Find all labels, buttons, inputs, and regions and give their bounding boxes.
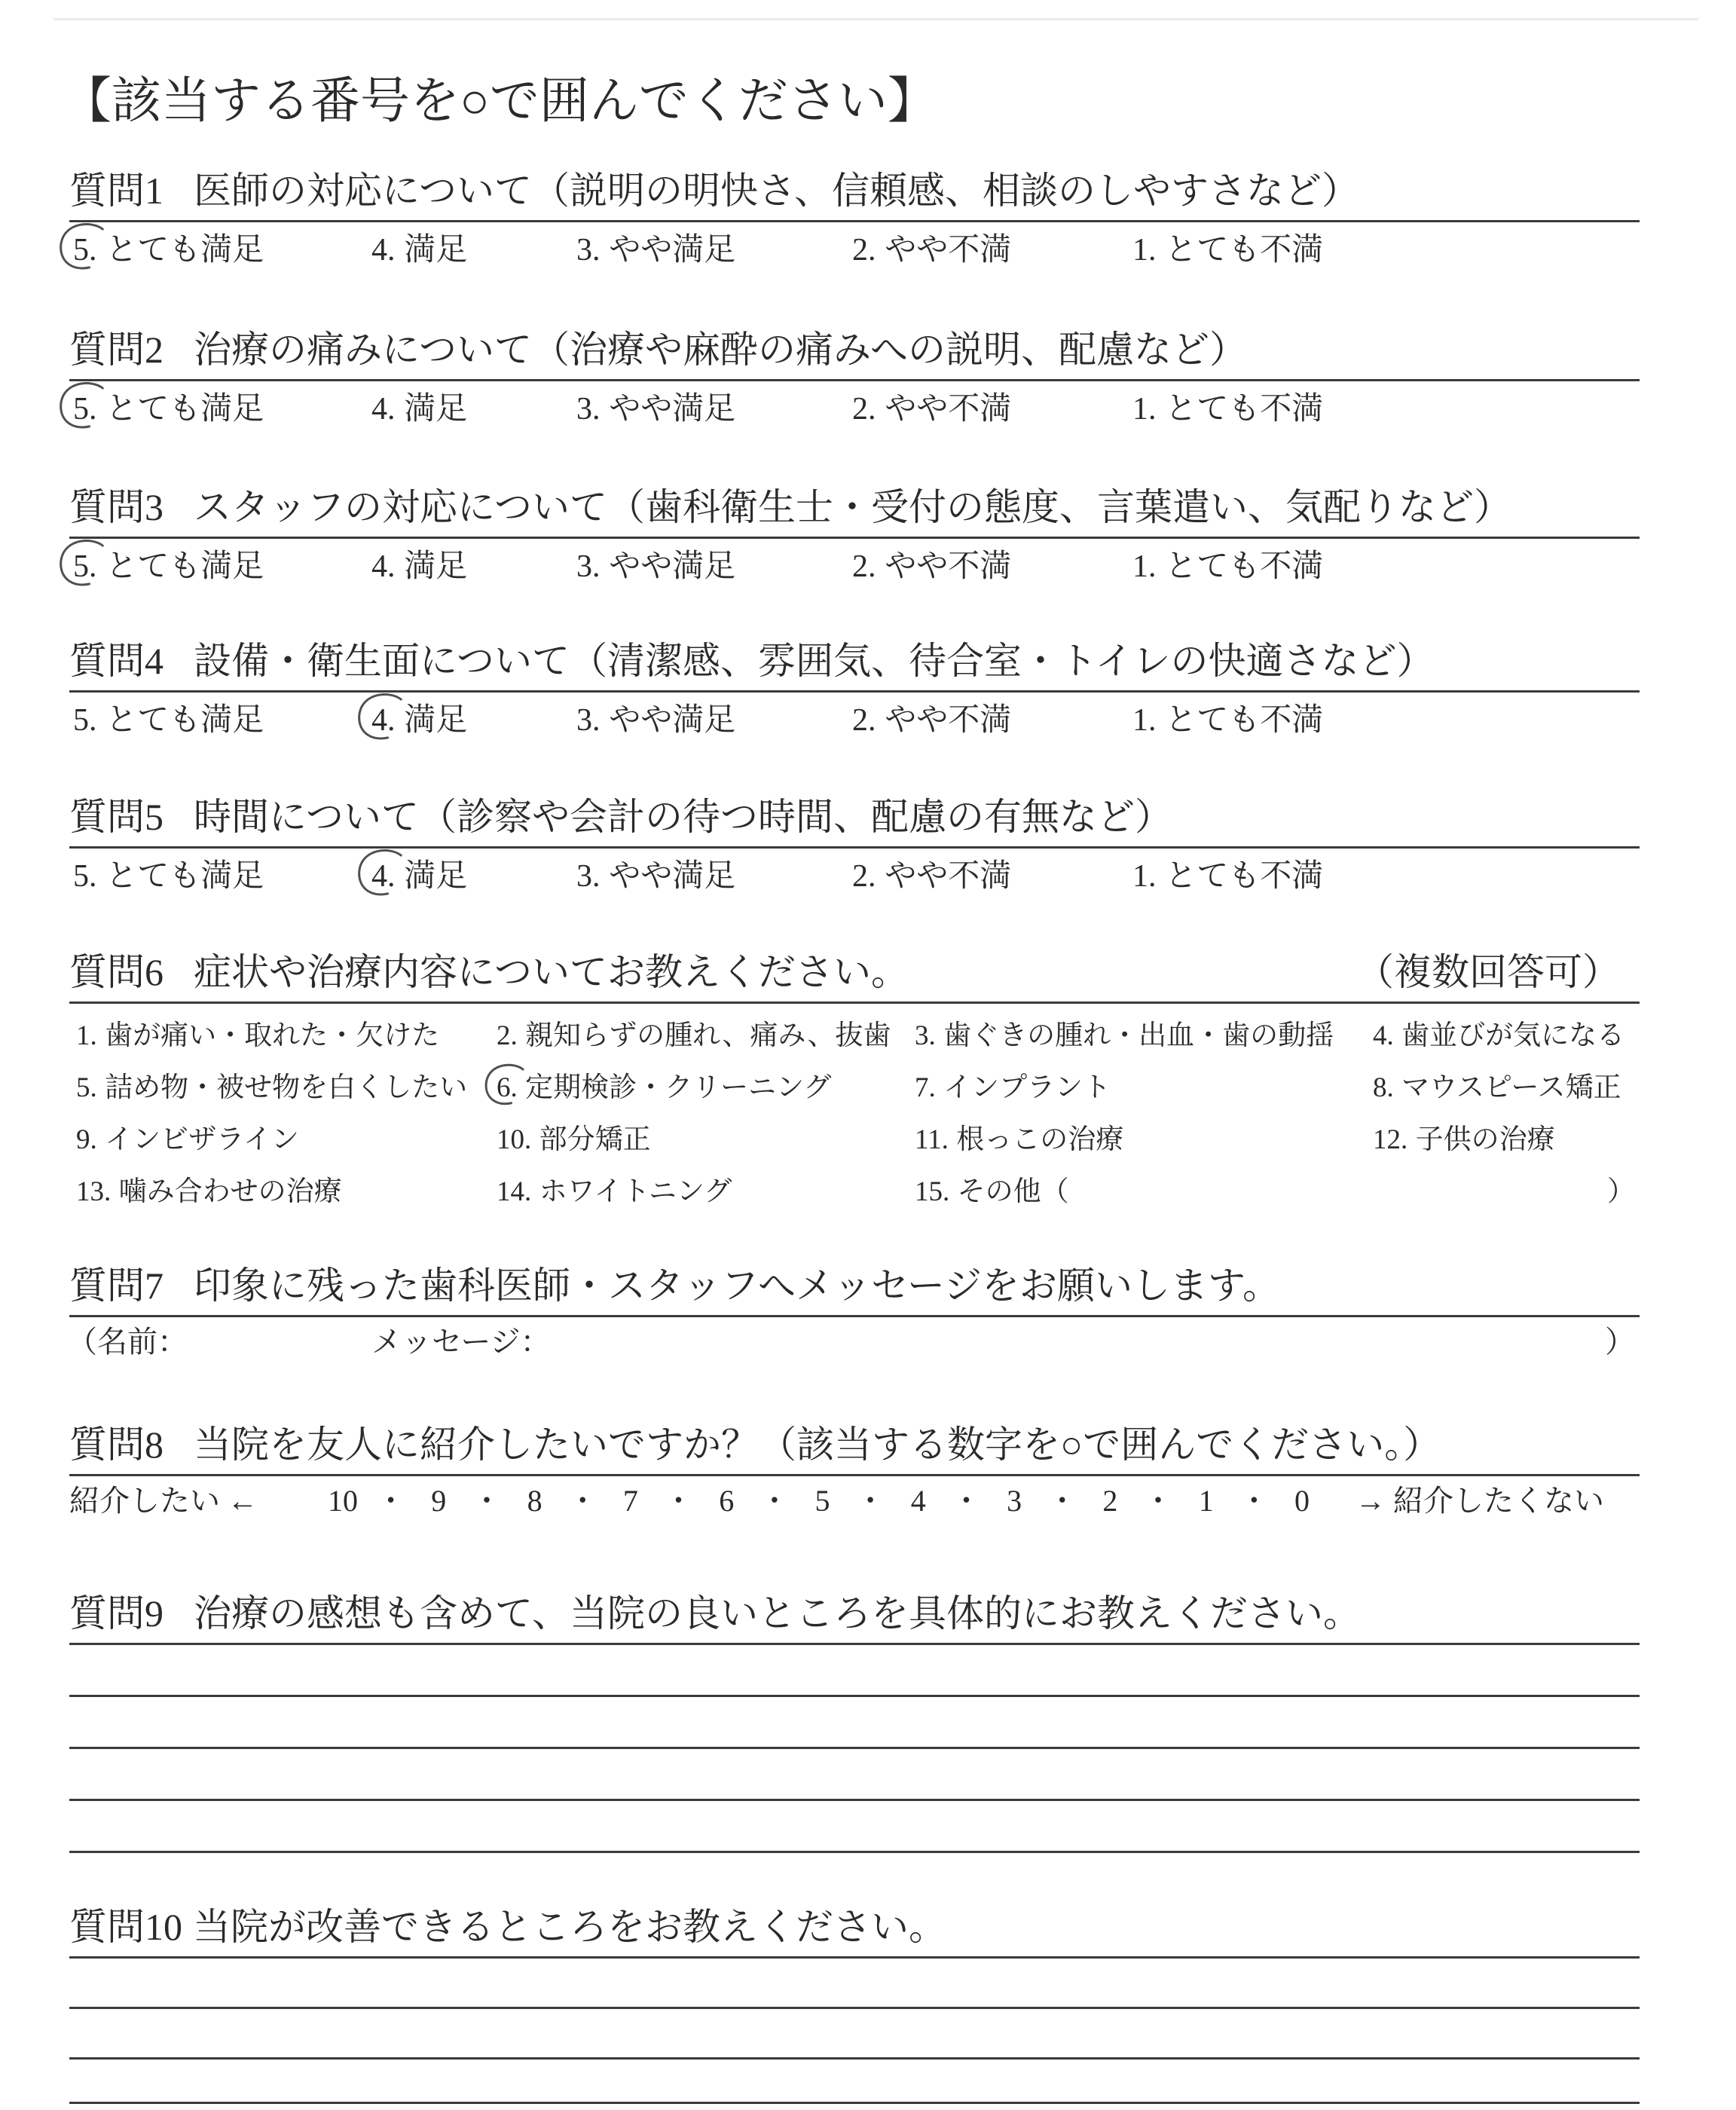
writing-line bbox=[69, 2007, 1640, 2009]
scale-value: 3 bbox=[1007, 1484, 1022, 1518]
pencil-stroke bbox=[61, 384, 103, 427]
scale-separator: ・ bbox=[567, 1484, 598, 1518]
option-label: やや不満 bbox=[885, 703, 1012, 738]
option-label: やや不満 bbox=[885, 549, 1012, 584]
option-label: とても不満 bbox=[1165, 392, 1324, 427]
question-heading bbox=[69, 638, 1435, 683]
rating-option-5 bbox=[73, 858, 264, 895]
item-label: マウスピース矯正 bbox=[1401, 1072, 1621, 1103]
option-label: やや満足 bbox=[609, 233, 736, 268]
scale-value: 1 bbox=[1198, 1484, 1214, 1518]
question-text: スタッフの対応について（歯科衛生士・受付の態度、言葉遣い、気配りなど） bbox=[194, 486, 1511, 528]
question-text: 医師の対応について（説明の明快さ、信頼感、相談のしやすさなど） bbox=[194, 170, 1359, 212]
item-number: 6. bbox=[497, 1071, 518, 1105]
writing-line bbox=[69, 1956, 1640, 1959]
heading-underline bbox=[69, 220, 1640, 222]
option-number: 5. bbox=[73, 390, 97, 428]
message-field-label: メッセージ： bbox=[371, 1325, 551, 1359]
scale-value: 8 bbox=[527, 1484, 542, 1518]
option-number: 2. bbox=[852, 392, 876, 427]
option-label: やや満足 bbox=[609, 549, 736, 584]
rating-option-4 bbox=[371, 858, 467, 895]
scale-value: 0 bbox=[1294, 1484, 1310, 1518]
option-label: やや不満 bbox=[885, 233, 1012, 268]
option-label: 満足 bbox=[404, 392, 468, 427]
symptom-item bbox=[1373, 1019, 1624, 1053]
option-label: とても不満 bbox=[1165, 703, 1324, 738]
scale-left-label: 紹介したい ← bbox=[69, 1484, 258, 1518]
message-closing-paren: ） bbox=[1605, 1325, 1635, 1359]
option-number: 5. bbox=[73, 859, 97, 894]
scale-separator: ・ bbox=[855, 1484, 886, 1518]
hand-drawn-circle-mark bbox=[356, 693, 411, 742]
question-text: 治療の痛みについて（治療や麻酔の痛みへの説明、配慮など） bbox=[194, 329, 1247, 371]
scale-value: 7 bbox=[622, 1484, 638, 1518]
symptom-item bbox=[497, 1175, 732, 1209]
heading-underline bbox=[69, 690, 1640, 693]
option-number: 1. bbox=[1132, 549, 1157, 584]
scale-value: 5 bbox=[815, 1484, 830, 1518]
question-number: 質問1 bbox=[69, 170, 164, 212]
writing-line bbox=[69, 1799, 1640, 1801]
rating-option-1 bbox=[1132, 548, 1323, 586]
question-text: 時間について（診察や会計の待つ時間、配慮の有無など） bbox=[194, 796, 1172, 838]
heading-underline bbox=[69, 1315, 1640, 1317]
option-number: 2. bbox=[852, 859, 876, 894]
question-number: 質問5 bbox=[69, 796, 164, 838]
option-number: 4. bbox=[371, 392, 396, 427]
option-label: とても不満 bbox=[1165, 549, 1324, 584]
scale-separator: ・ bbox=[1047, 1484, 1077, 1518]
item-number: 1. bbox=[76, 1020, 97, 1051]
hand-drawn-circle-mark bbox=[57, 381, 113, 430]
rating-option-5 bbox=[73, 231, 264, 269]
question-2 bbox=[0, 327, 1736, 433]
question-1 bbox=[0, 168, 1736, 274]
rating-option-4 bbox=[371, 702, 467, 739]
option-number: 3. bbox=[576, 392, 601, 427]
item-number: 15. bbox=[915, 1176, 950, 1207]
question-heading bbox=[69, 794, 1172, 839]
scale-value: 6 bbox=[719, 1484, 735, 1518]
option-number: 4. bbox=[371, 858, 396, 895]
rating-option-1 bbox=[1132, 390, 1323, 428]
hand-drawn-circle-mark bbox=[57, 539, 113, 588]
item-label: 定期検診・クリーニング bbox=[525, 1072, 832, 1103]
scale-value: 4 bbox=[910, 1484, 926, 1518]
pencil-stroke bbox=[61, 225, 103, 268]
question-number: 質問8 bbox=[69, 1423, 164, 1466]
item-label: インビザライン bbox=[105, 1124, 299, 1155]
rating-option-2 bbox=[852, 548, 1011, 586]
heading-underline bbox=[69, 379, 1640, 381]
option-number: 5. bbox=[73, 703, 97, 738]
rating-option-4 bbox=[371, 548, 467, 586]
writing-line bbox=[69, 1747, 1640, 1749]
rating-option-3 bbox=[576, 390, 735, 428]
option-number: 5. bbox=[73, 231, 97, 269]
question-heading bbox=[69, 1591, 1361, 1636]
option-label: とても満足 bbox=[105, 703, 264, 738]
question-8 bbox=[0, 1422, 1736, 1527]
item-label: 噛み合わせの治療 bbox=[118, 1176, 342, 1207]
question-text: 当院を友人に紹介したいですか？（該当する数字を○で囲んでください。） bbox=[194, 1423, 1441, 1466]
question-number: 質問7 bbox=[69, 1264, 164, 1307]
item-label: その他（ bbox=[957, 1176, 1069, 1207]
scale-separator: ・ bbox=[471, 1484, 502, 1518]
question-6 bbox=[0, 950, 1736, 1213]
question-number: 質問9 bbox=[69, 1592, 164, 1634]
item-label: 詰め物・被せ物を白くしたい bbox=[105, 1072, 468, 1103]
question-number: 質問4 bbox=[69, 640, 164, 682]
item-number: 10. bbox=[497, 1124, 532, 1155]
symptom-item bbox=[915, 1123, 1123, 1157]
item-label: 子供の治療 bbox=[1415, 1124, 1555, 1155]
item-label: インプラント bbox=[943, 1072, 1111, 1103]
symptom-item bbox=[497, 1123, 651, 1157]
top-border-line bbox=[53, 18, 1698, 20]
rating-option-4 bbox=[371, 231, 467, 269]
rating-option-2 bbox=[852, 390, 1011, 428]
heading-underline bbox=[69, 1001, 1640, 1004]
item-label: 根っこの治療 bbox=[956, 1124, 1124, 1155]
question-5 bbox=[0, 794, 1736, 900]
heading-underline bbox=[69, 537, 1640, 539]
scale-separator: ・ bbox=[1143, 1484, 1174, 1518]
option-label: やや満足 bbox=[609, 392, 736, 427]
option-number: 4. bbox=[371, 233, 396, 268]
option-number: 1. bbox=[1132, 859, 1157, 894]
scale-separator: ・ bbox=[375, 1484, 406, 1518]
item-number: 7. bbox=[915, 1072, 936, 1103]
question-heading bbox=[69, 168, 1359, 213]
writing-line bbox=[69, 1643, 1640, 1645]
option-number: 1. bbox=[1132, 703, 1157, 738]
symptom-item bbox=[76, 1019, 439, 1053]
question-text: 症状や治療内容についてお教えください。 bbox=[194, 951, 909, 993]
writing-line bbox=[69, 1695, 1640, 1697]
option-number: 3. bbox=[576, 233, 601, 268]
symptom-item bbox=[497, 1071, 831, 1105]
option-number: 4. bbox=[371, 702, 396, 739]
option-number: 3. bbox=[576, 703, 601, 738]
scale-separator: ・ bbox=[663, 1484, 694, 1518]
symptom-item bbox=[76, 1071, 467, 1105]
option-label: とても不満 bbox=[1165, 233, 1324, 268]
question-heading bbox=[69, 485, 1511, 530]
multiple-answers-note: （複数回答可） bbox=[1356, 951, 1620, 993]
heading-underline bbox=[69, 846, 1640, 849]
rating-option-1 bbox=[1132, 231, 1323, 269]
option-number: 1. bbox=[1132, 392, 1157, 427]
rating-option-5 bbox=[73, 548, 264, 586]
question-heading bbox=[69, 1263, 1280, 1308]
symptom-item bbox=[76, 1123, 299, 1157]
item-label: 歯ぐきの腫れ・出血・歯の動揺 bbox=[943, 1020, 1334, 1051]
rating-option-2 bbox=[852, 231, 1011, 269]
question-heading bbox=[69, 327, 1247, 372]
rating-option-3 bbox=[576, 858, 735, 895]
hand-drawn-circle-mark bbox=[483, 1063, 532, 1106]
option-number: 1. bbox=[1132, 233, 1157, 268]
option-label: やや満足 bbox=[609, 703, 736, 738]
symptom-item bbox=[497, 1019, 891, 1053]
other-closing-paren: ） bbox=[1607, 1176, 1635, 1207]
scale-value: 10 bbox=[328, 1484, 358, 1518]
option-label: とても不満 bbox=[1165, 859, 1324, 894]
option-label: 満足 bbox=[404, 233, 468, 268]
option-number: 2. bbox=[852, 703, 876, 738]
symptom-item-other bbox=[915, 1175, 1069, 1209]
rating-option-2 bbox=[852, 858, 1011, 895]
scale-value: 2 bbox=[1102, 1484, 1118, 1518]
item-number: 14. bbox=[497, 1176, 532, 1207]
option-number: 2. bbox=[852, 233, 876, 268]
scale-value: 9 bbox=[431, 1484, 447, 1518]
question-number: 質問3 bbox=[69, 486, 164, 528]
rating-option-5 bbox=[73, 390, 264, 428]
writing-line bbox=[69, 1851, 1640, 1853]
question-number: 質問2 bbox=[69, 329, 164, 371]
item-number: 13. bbox=[76, 1176, 112, 1207]
item-number: 5. bbox=[76, 1072, 97, 1103]
rating-option-3 bbox=[576, 231, 735, 269]
option-label: とても満足 bbox=[105, 233, 264, 268]
hand-drawn-circle-mark bbox=[356, 849, 411, 898]
page-title: 【該当する番号を○で囲んでください】 bbox=[62, 74, 937, 129]
option-label: やや不満 bbox=[885, 859, 1012, 894]
question-text: 設備・衛生面について（清潔感、雰囲気、待合室・トイレの快適さなど） bbox=[194, 640, 1435, 682]
option-number: 4. bbox=[371, 549, 396, 584]
option-number: 3. bbox=[576, 859, 601, 894]
option-label: とても満足 bbox=[105, 549, 264, 584]
symptom-item bbox=[76, 1175, 342, 1209]
scale-separator: ・ bbox=[951, 1484, 982, 1518]
question-text: 印象に残った歯科医師・スタッフへメッセージをお願いします。 bbox=[194, 1264, 1280, 1307]
item-label: ホワイトニング bbox=[539, 1176, 732, 1207]
scale-right-label: → 紹介したくない bbox=[1355, 1484, 1604, 1518]
question-9 bbox=[0, 1591, 1736, 1856]
rating-option-3 bbox=[576, 702, 735, 739]
item-number: 9. bbox=[76, 1124, 97, 1155]
option-label: とても満足 bbox=[105, 859, 264, 894]
pencil-stroke bbox=[486, 1065, 523, 1103]
question-number: 質問6 bbox=[69, 951, 164, 993]
item-number: 12. bbox=[1373, 1124, 1408, 1155]
item-number: 4. bbox=[1373, 1020, 1394, 1051]
rating-option-2 bbox=[852, 702, 1011, 739]
option-label: 満足 bbox=[404, 549, 468, 584]
scale-separator: ・ bbox=[1239, 1484, 1270, 1518]
question-7 bbox=[0, 1263, 1736, 1368]
name-field-label: （名前： bbox=[67, 1325, 188, 1359]
item-number: 11. bbox=[915, 1124, 949, 1155]
rating-option-5 bbox=[73, 702, 264, 739]
writing-line bbox=[69, 2102, 1640, 2104]
hand-drawn-circle-mark bbox=[57, 222, 113, 271]
item-number: 2. bbox=[497, 1020, 518, 1051]
option-label: とても満足 bbox=[105, 392, 264, 427]
option-label: 満足 bbox=[404, 703, 468, 738]
option-label: やや不満 bbox=[885, 392, 1012, 427]
item-number: 8. bbox=[1373, 1072, 1394, 1103]
option-number: 3. bbox=[576, 549, 601, 584]
question-text: 当院が改善できるところをお教えください。 bbox=[193, 1906, 946, 1948]
pencil-stroke bbox=[359, 851, 402, 894]
item-label: 歯並びが気になる bbox=[1401, 1020, 1625, 1051]
question-text: 治療の感想も含めて、当院の良いところを具体的にお教えください。 bbox=[194, 1592, 1361, 1634]
rating-option-4 bbox=[371, 390, 467, 428]
symptom-item bbox=[915, 1071, 1111, 1105]
pencil-stroke bbox=[359, 695, 402, 738]
item-label: 歯が痛い・取れた・欠けた bbox=[105, 1020, 440, 1051]
option-label: 満足 bbox=[404, 859, 468, 894]
pencil-stroke bbox=[61, 541, 103, 585]
question-heading bbox=[69, 1904, 946, 1949]
question-heading bbox=[69, 950, 909, 995]
item-label: 親知らずの腫れ、痛み、抜歯 bbox=[525, 1020, 891, 1051]
scale-separator: ・ bbox=[759, 1484, 790, 1518]
question-number: 質問10 bbox=[69, 1906, 182, 1948]
item-number: 3. bbox=[915, 1020, 936, 1051]
option-number: 2. bbox=[852, 549, 876, 584]
writing-line bbox=[69, 2057, 1640, 2060]
question-10 bbox=[0, 1904, 1736, 2106]
rating-option-3 bbox=[576, 548, 735, 586]
question-3 bbox=[0, 485, 1736, 590]
question-4 bbox=[0, 638, 1736, 744]
symptom-item bbox=[1373, 1123, 1555, 1157]
item-label: 部分矯正 bbox=[539, 1124, 651, 1155]
option-number: 5. bbox=[73, 548, 97, 586]
rating-option-1 bbox=[1132, 858, 1323, 895]
option-label: やや満足 bbox=[609, 859, 736, 894]
rating-option-1 bbox=[1132, 702, 1323, 739]
symptom-item bbox=[1373, 1071, 1621, 1105]
symptom-item bbox=[915, 1019, 1334, 1053]
